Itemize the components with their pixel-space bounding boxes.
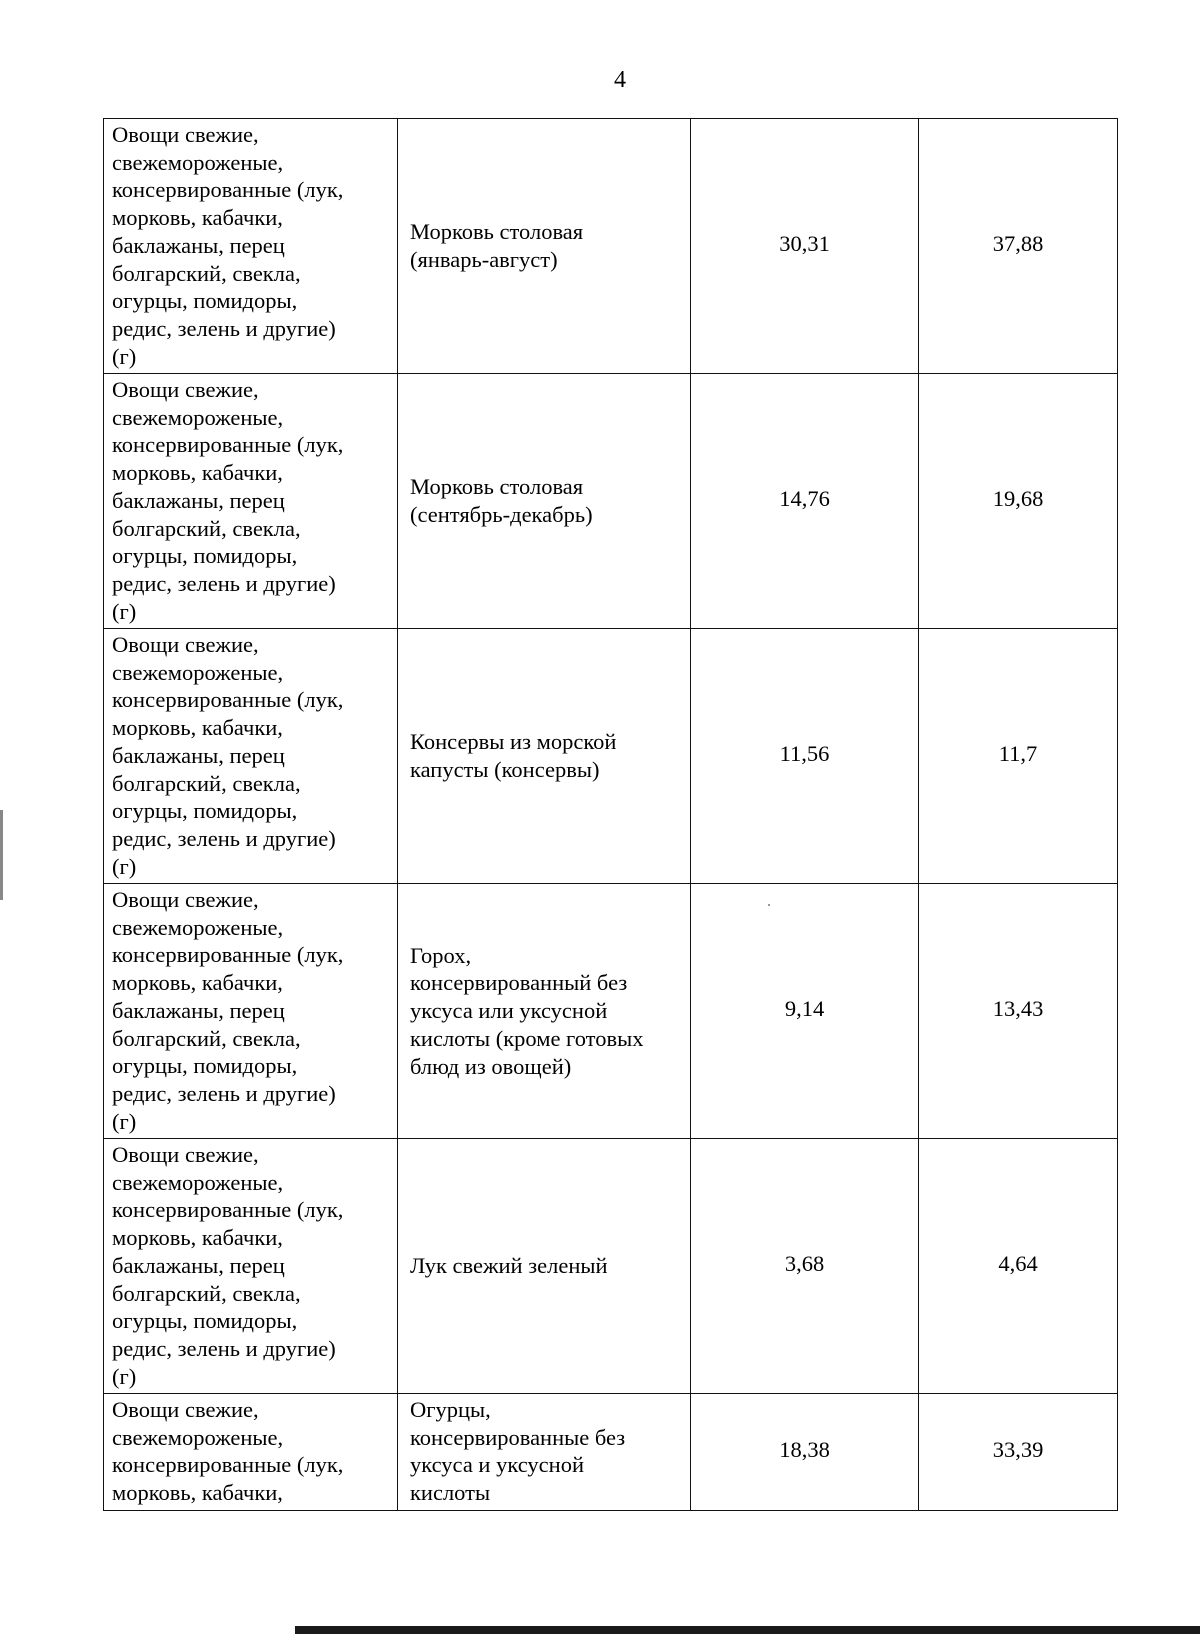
category-cell: Овощи свежие, свежемороженые, консервированные (лук, морковь, кабачки, баклажаны, перец болгарский, свекла, огурцы, помидоры, редис, зелень и другие) (г)	[104, 629, 398, 884]
product-cell: Морковь столовая (сентябрь-декабрь)	[398, 374, 691, 629]
value1-cell: 30,31	[691, 119, 919, 374]
table-row	[104, 1139, 1118, 1394]
value1-cell: 3,68	[691, 1139, 919, 1394]
category-cell: Овощи свежие, свежемороженые, консервированные (лук, морковь, кабачки, баклажаны, перец болгарский, свекла, огурцы, помидоры, редис, зелень и другие) (г)	[104, 119, 398, 374]
scan-speck	[768, 904, 770, 906]
page-number: 4	[614, 67, 626, 93]
norms-table	[103, 118, 1118, 1511]
category-cell: Овощи свежие, свежемороженые, консервированные (лук, морковь, кабачки,	[104, 1394, 398, 1511]
scan-bottom-edge	[295, 1626, 1200, 1634]
value2-cell: 4,64	[919, 1139, 1118, 1394]
value1-cell: 9,14	[691, 884, 919, 1139]
category-cell: Овощи свежие, свежемороженые, консервированные (лук, морковь, кабачки, баклажаны, перец болгарский, свекла, огурцы, помидоры, редис, зелень и другие) (г)	[104, 1139, 398, 1394]
value2-cell: 37,88	[919, 119, 1118, 374]
table-row	[104, 884, 1118, 1139]
category-cell: Овощи свежие, свежемороженые, консервированные (лук, морковь, кабачки, баклажаны, перец болгарский, свекла, огурцы, помидоры, редис, зелень и другие) (г)	[104, 374, 398, 629]
table-row	[104, 119, 1118, 374]
value2-cell: 33,39	[919, 1394, 1118, 1511]
table-row	[104, 1394, 1118, 1511]
value2-cell: 19,68	[919, 374, 1118, 629]
product-cell: Лук свежий зеленый	[398, 1139, 691, 1394]
value1-cell: 18,38	[691, 1394, 919, 1511]
table-row	[104, 374, 1118, 629]
product-cell: Консервы из морской капусты (консервы)	[398, 629, 691, 884]
table-row	[104, 629, 1118, 884]
product-cell: Морковь столовая (январь-август)	[398, 119, 691, 374]
value2-cell: 11,7	[919, 629, 1118, 884]
category-cell: Овощи свежие, свежемороженые, консервированные (лук, морковь, кабачки, баклажаны, перец болгарский, свекла, огурцы, помидоры, редис, зелень и другие) (г)	[104, 884, 398, 1139]
product-cell: Горох, консервированный без уксуса или уксусной кислоты (кроме готовых блюд из овощей)	[398, 884, 691, 1139]
value1-cell: 14,76	[691, 374, 919, 629]
value2-cell: 13,43	[919, 884, 1118, 1139]
scan-edge-mark	[0, 810, 3, 900]
product-cell: Огурцы, консервированные без уксуса и уксусной кислоты	[398, 1394, 691, 1511]
value1-cell: 11,56	[691, 629, 919, 884]
